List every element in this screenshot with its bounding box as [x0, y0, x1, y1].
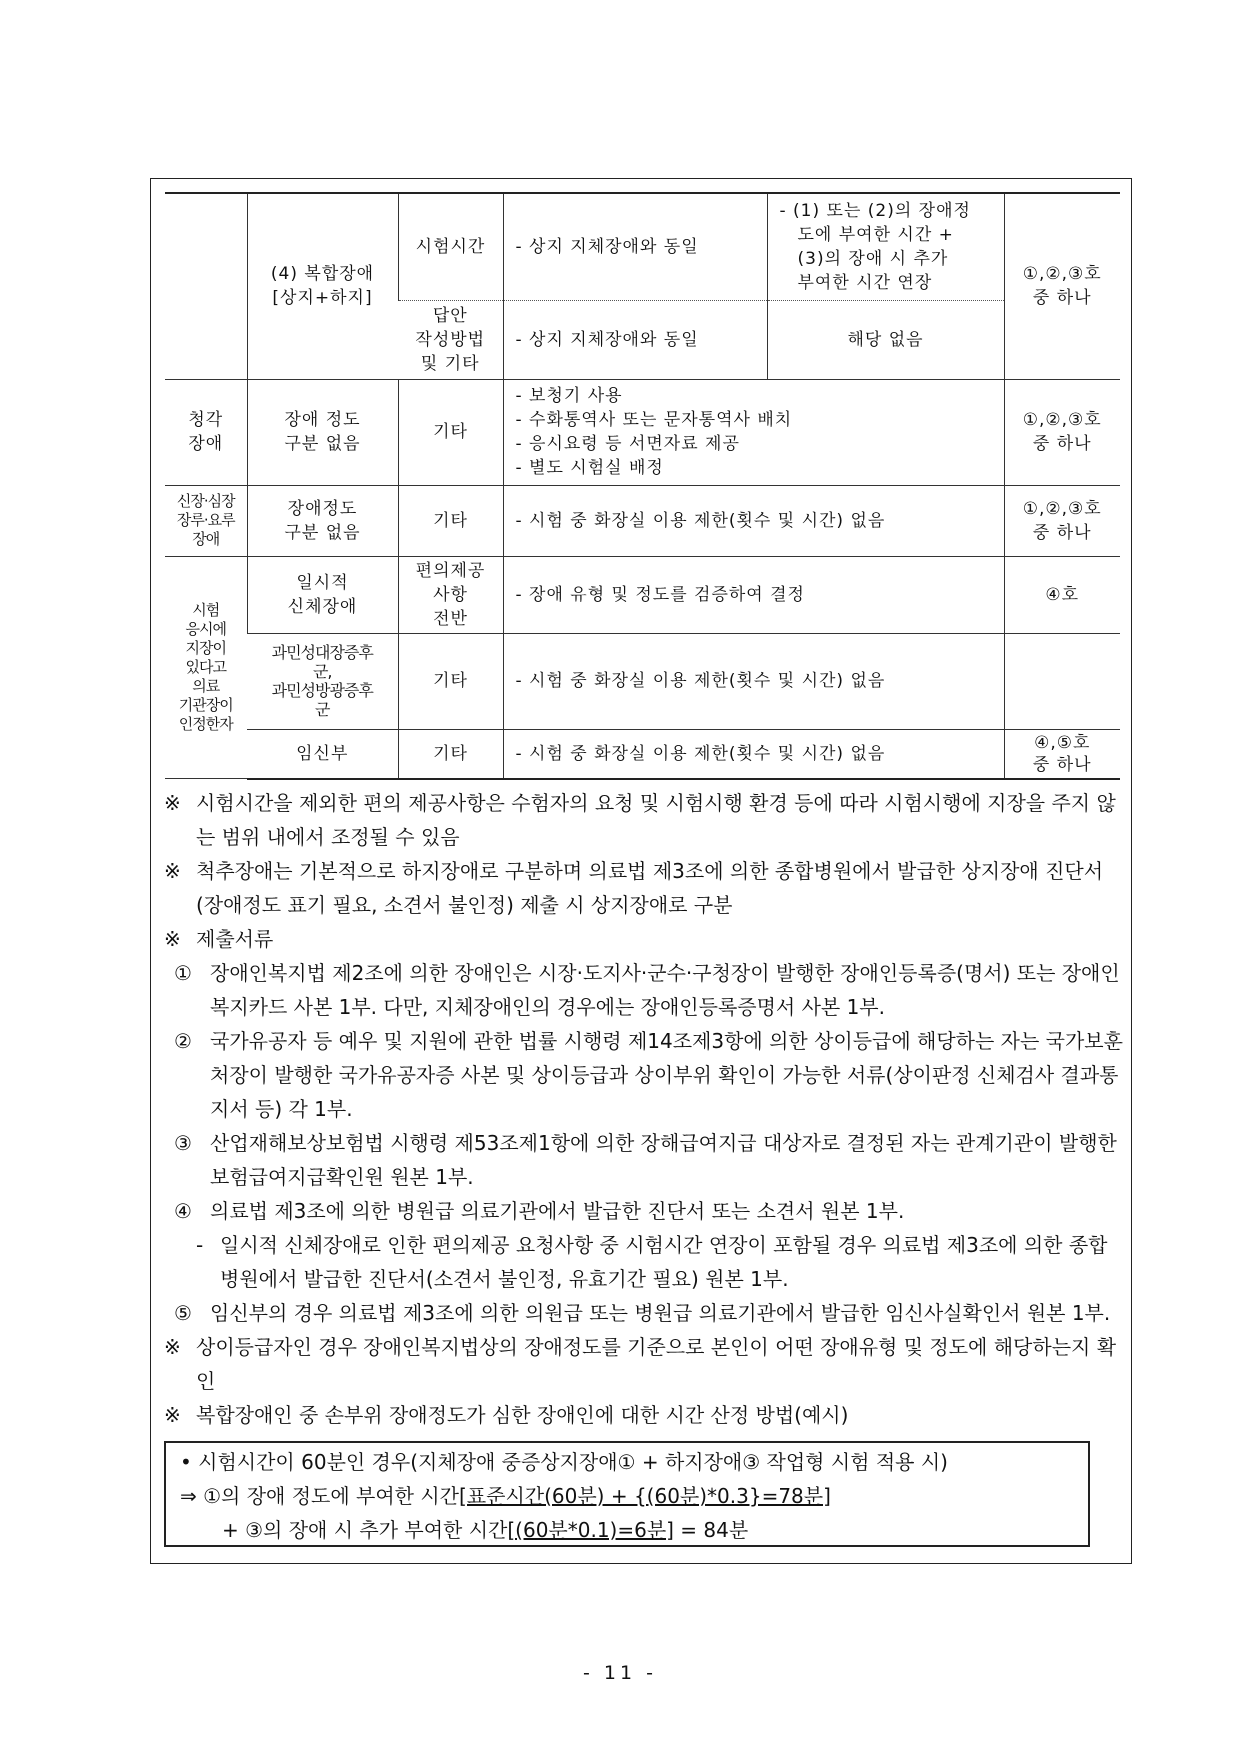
note-item: ※ 복합장애인 중 손부위 장애정도가 심한 장애인에 대한 시간 산정 방법(예시)	[164, 1403, 849, 1427]
cell-item: 기타	[398, 729, 503, 779]
cell-degree: 장애정도 구분 없음	[247, 485, 398, 556]
cell-complex-disability: (4) 복합장애 [상지+하지]	[247, 193, 398, 379]
example-line: • 시험시간이 60분인 경우(지체장애 중증상지장애① + 하지장애③ 작업형 시험 적용 시)	[180, 1450, 948, 1474]
cell-docs: ①,②,③호 중 하나	[1004, 485, 1120, 556]
cell-empty	[165, 193, 247, 379]
cell-degree: 장애 정도 구분 없음	[247, 379, 398, 485]
cell-item: 기타	[398, 485, 503, 556]
note-item: ※ 상이등급자인 경우 장애인복지법상의 장애정도를 기준으로 본인이 어떤 장애유형 및 정도에 해당하는지 확인	[164, 1335, 1117, 1393]
cell-degree: 일시적 신체장애	[247, 556, 398, 633]
note-item: ※ 척추장애는 기본적으로 하지장애로 구분하며 의료법 제3조에 의한 종합병원에서 발급한 상지장애 진단서(장애정도 표기 필요, 소견서 불인정) 제출 시 상지장애로 구분	[164, 859, 1104, 917]
cell-medical-certified: 시험 응시에 지장이 있다고 의료 기관장이 인정한자	[165, 556, 247, 779]
cell-item: 편의제공 사항 전반	[398, 556, 503, 633]
cell-content-answer: - 상지 지체장애와 동일	[503, 300, 767, 379]
cell-docs: ④,⑤호 중 하나	[1004, 729, 1120, 779]
cell-item: 기타	[398, 379, 503, 485]
note-item: ※ 시험시간을 제외한 편의 제공사항은 수험자의 요청 및 시험시행 환경 등에 따라 시험시행에 지장을 주지 않는 범위 내에서 조정될 수 있음	[164, 791, 1116, 849]
cell-content: - 시험 중 화장실 이용 제한(횟수 및 시간) 없음	[503, 485, 1004, 556]
cell-content-time: - 상지 지체장애와 동일	[503, 193, 767, 300]
document-item: ④ 의료법 제3조에 의한 병원급 의료기관에서 발급한 진단서 또는 소견서 원본 1부.	[174, 1199, 905, 1223]
document-subitem: - 일시적 신체장애로 인한 편의제공 요청사항 중 시험시간 연장이 포함될 경우 의료법 제3조에 의한 종합병원에서 발급한 진단서(소견서 불인정, 유효기간 필요) 원본 1부.	[196, 1233, 1108, 1291]
document-item: ① 장애인복지법 제2조에 의한 장애인은 시장·도지사·군수·구청장이 발행한 장애인등록증(명서) 또는 장애인복지카드 사본 1부. 다만, 지체장애인의 경우에는 장애인등록증명서 사본 1부.	[174, 961, 1120, 1019]
cell-kidney-heart: 신장·심장 장루·요루 장애	[165, 485, 247, 556]
document-item: ② 국가유공자 등 예우 및 지원에 관한 법률 시행령 제14조제3항에 의한 상이등급에 해당하는 자는 국가보훈처장이 발행한 국가유공자증 사본 및 상이등급과 상이부위 확인이 가능한 서류(상이판정 신체검사 결과통지서 등) 각 1부.	[174, 1029, 1123, 1121]
example-line: + ③의 장애 시 추가 부여한 시간[(60분*0.1)=6분] = 84분	[222, 1518, 749, 1542]
cell-hearing: 청각 장애	[165, 379, 247, 485]
cell-item-answer: 답안 작성방법 및 기타	[398, 300, 503, 379]
document-item: ③ 산업재해보상보험법 시행령 제53조제1항에 의한 장해급여지급 대상자로 결정된 자는 관계기관이 발행한 보험급여지급확인원 원본 1부.	[174, 1131, 1117, 1189]
document-item: ⑤ 임신부의 경우 의료법 제3조에 의한 의원급 또는 병원급 의료기관에서 발급한 임신사실확인서 원본 1부.	[174, 1301, 1111, 1325]
cell-item: 기타	[398, 633, 503, 729]
cell-item-time: 시험시간	[398, 193, 503, 300]
cell-degree: 임신부	[247, 729, 398, 779]
cell-content: - 시험 중 화장실 이용 제한(횟수 및 시간) 없음	[503, 729, 1004, 779]
cell-docs: ④호	[1004, 556, 1120, 633]
cell-degree: 과민성대장증후 군, 과민성방광증후 군	[247, 633, 398, 729]
example-line: ⇒ ①의 장애 정도에 부여한 시간[표준시간(60분) + {(60분)*0.3}=78분]	[180, 1484, 831, 1508]
cell-content: - 보청기 사용 - 수화통역사 또는 문자통역사 배치 - 응시요령 등 서면자료 제공 - 별도 시험실 배정	[503, 379, 1004, 485]
page-number: - 11 -	[583, 1662, 657, 1684]
cell-extra-time: - (1) 또는 (2)의 장애정 도에 부여한 시간 + (3)의 장애 시 추가 부여한 시간 연장	[767, 193, 1004, 300]
cell-docs-empty	[1004, 633, 1120, 729]
cell-docs: ①,②,③호 중 하나	[1004, 379, 1120, 485]
note-item: ※ 제출서류	[164, 927, 274, 951]
notes-section	[160, 786, 1125, 1432]
cell-extra-answer: 해당 없음	[767, 300, 1004, 379]
cell-content: - 시험 중 화장실 이용 제한(횟수 및 시간) 없음	[503, 633, 1004, 729]
accommodation-table	[165, 192, 1120, 780]
cell-docs: ①,②,③호 중 하나	[1004, 193, 1120, 379]
cell-content: - 장애 유형 및 정도를 검증하여 결정	[503, 556, 1004, 633]
example-box	[164, 1441, 1090, 1547]
